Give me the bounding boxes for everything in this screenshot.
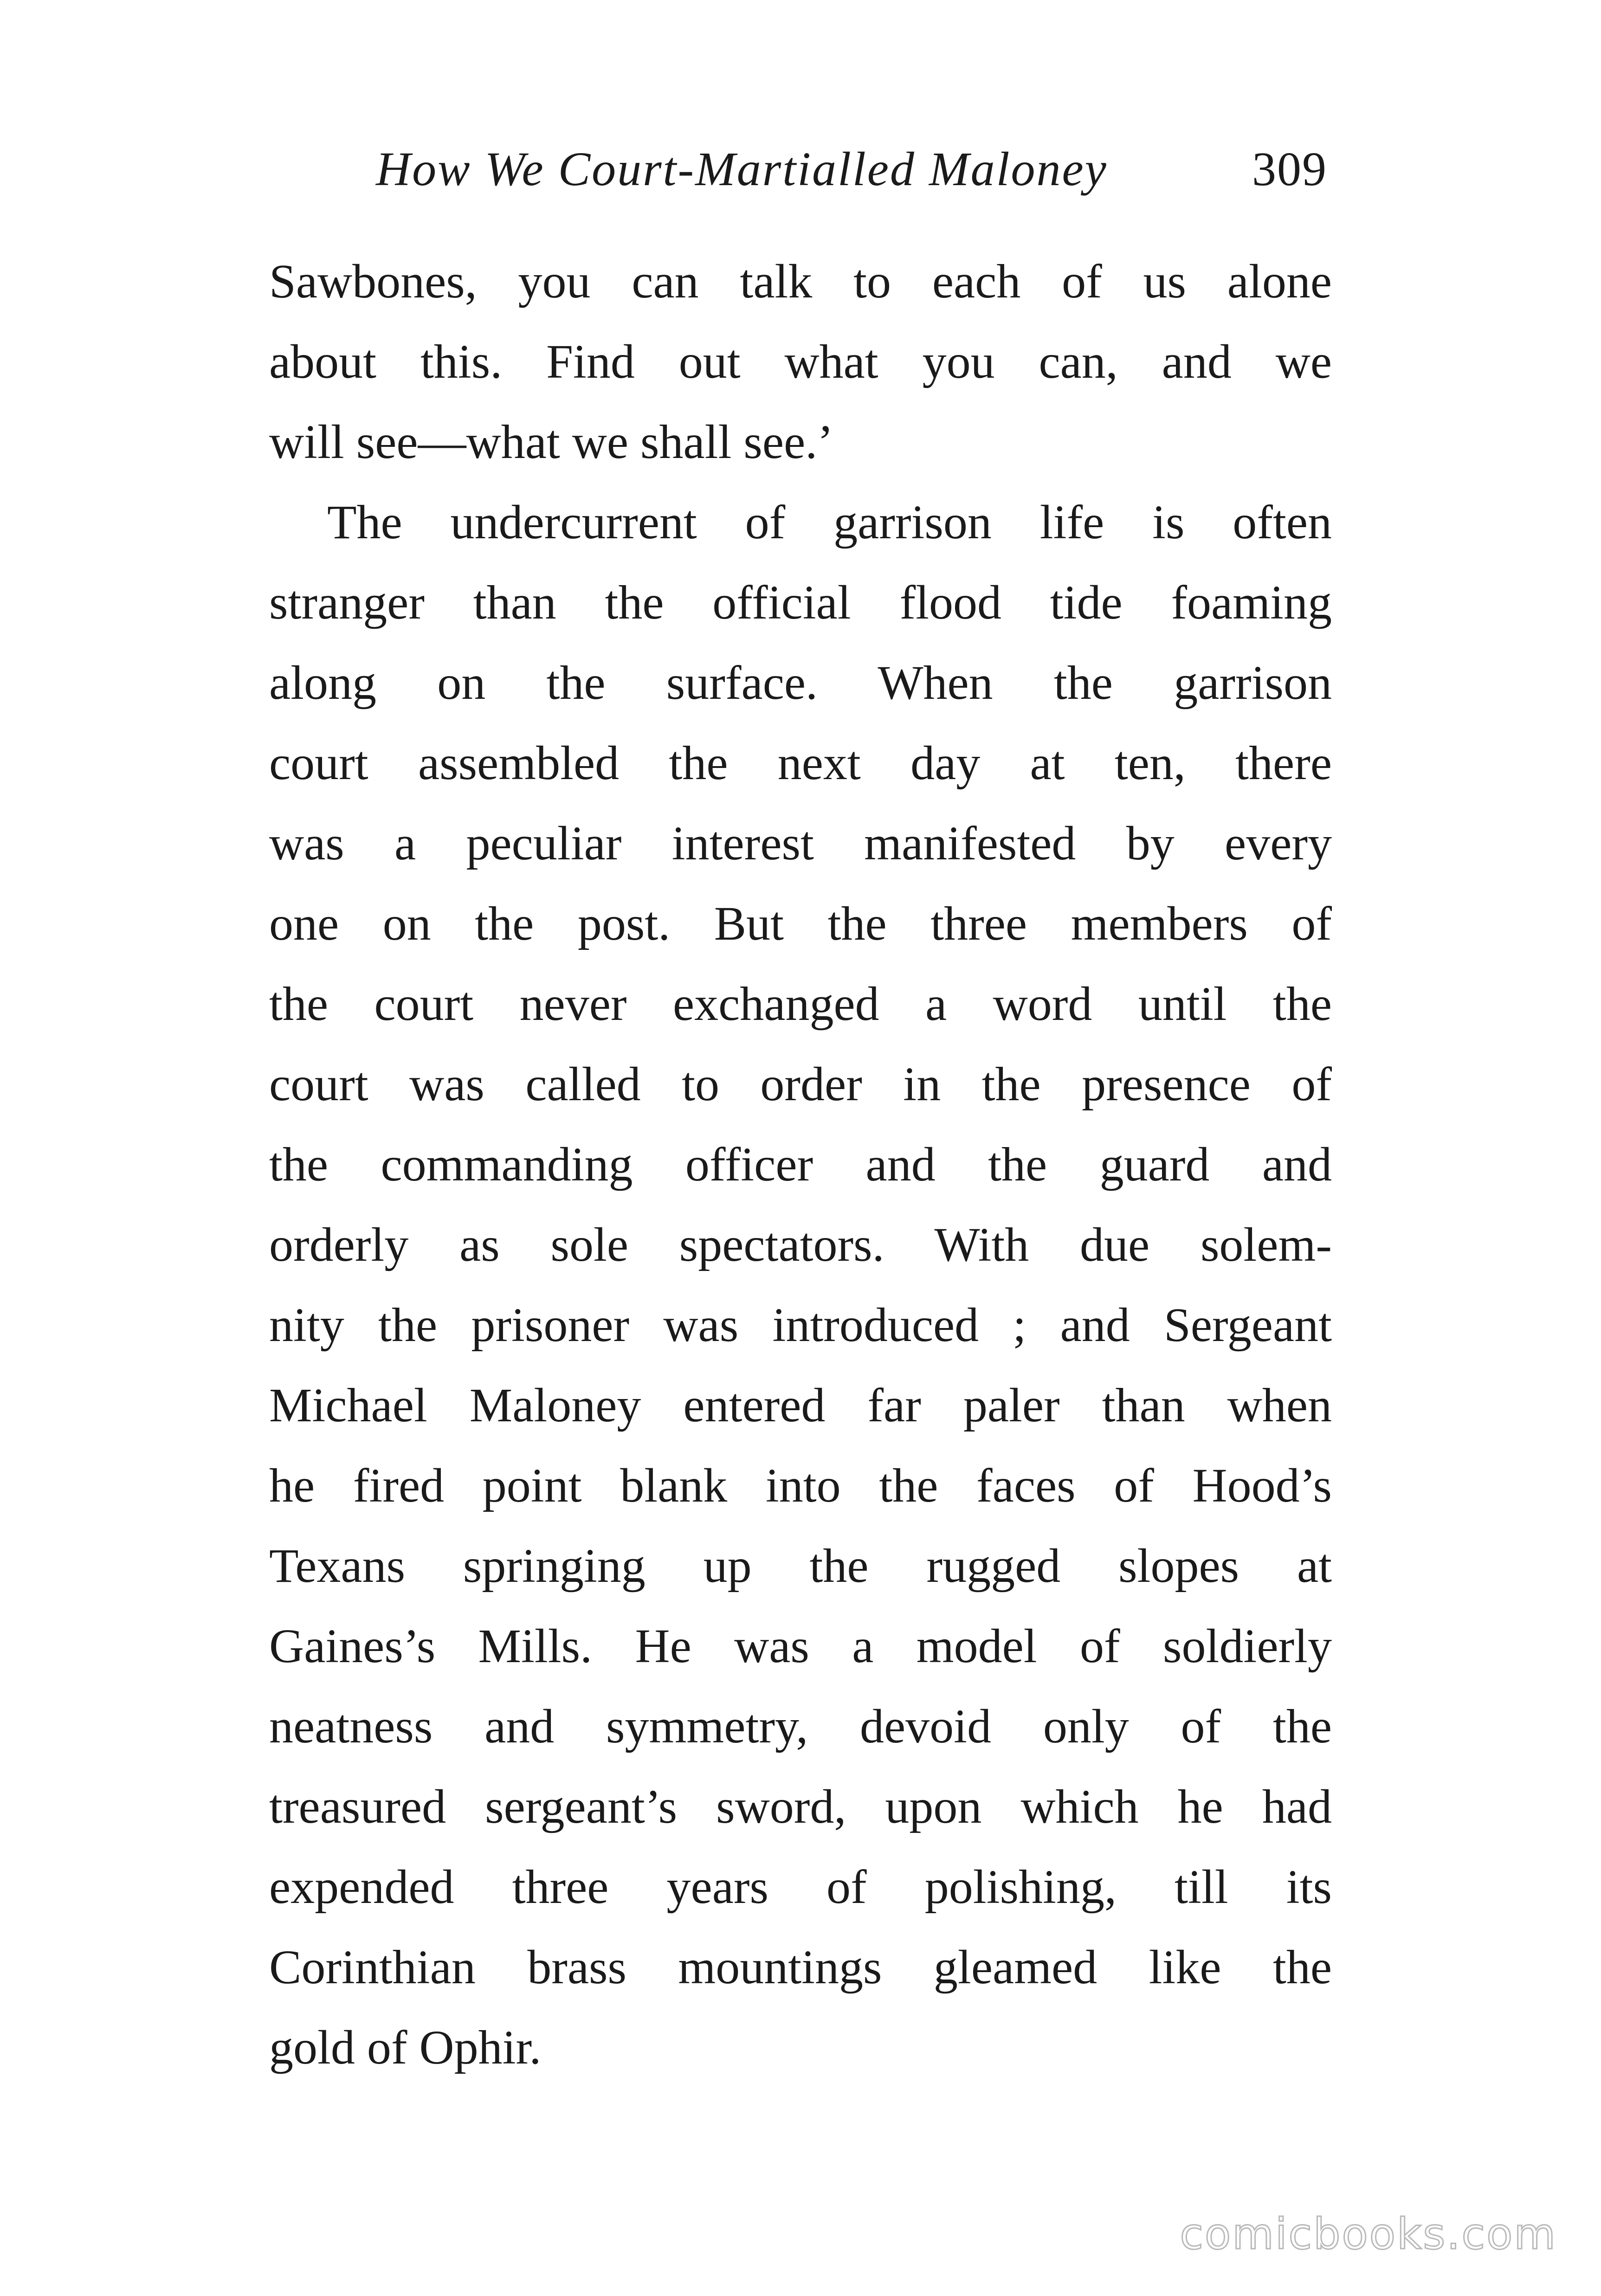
text-line: neatness and symmetry, devoid only of the bbox=[269, 1700, 1332, 1753]
text-line: expended three years of polishing, till its bbox=[269, 1860, 1332, 1914]
text-line: he fired point blank into the faces of Hood’s bbox=[269, 1459, 1332, 1512]
text-line: Gaines’s Mills. He was a model of soldierly bbox=[269, 1619, 1332, 1673]
paragraph-1 bbox=[269, 241, 1332, 482]
watermark: comicbooks.com bbox=[1180, 2209, 1557, 2259]
text-line: was a peculiar interest manifested by every bbox=[269, 817, 1332, 870]
text-line: The undercurrent of garrison life is often bbox=[327, 496, 1332, 549]
text-line: Texans springing up the rugged slopes at bbox=[269, 1539, 1332, 1593]
text-line: the commanding officer and the guard and bbox=[269, 1138, 1332, 1191]
text-line: court was called to order in the presence of bbox=[269, 1058, 1332, 1111]
running-title: How We Court-Martialled Maloney bbox=[376, 142, 1108, 196]
text-line: Michael Maloney entered far paler than when bbox=[269, 1379, 1332, 1432]
text-line: will see—what we shall see.’ bbox=[269, 415, 833, 469]
text-line: gold of Ophir. bbox=[269, 2021, 542, 2074]
body-text bbox=[269, 241, 1332, 2088]
text-line: treasured sergeant’s sword, upon which he had bbox=[269, 1780, 1332, 1833]
text-line: along on the surface. When the garrison bbox=[269, 656, 1332, 709]
text-line: the court never exchanged a word until the bbox=[269, 977, 1332, 1031]
page-number: 309 bbox=[1252, 142, 1327, 196]
text-line: about this. Find out what you can, and we bbox=[269, 335, 1332, 388]
text-line: orderly as sole spectators. With due solem- bbox=[269, 1218, 1332, 1271]
text-line: Sawbones, you can talk to each of us alone bbox=[269, 255, 1332, 308]
text-line: nity the prisoner was introduced ; and Sergeant bbox=[269, 1298, 1332, 1352]
running-head bbox=[376, 135, 1327, 204]
text-line: Corinthian brass mountings gleamed like the bbox=[269, 1941, 1332, 1994]
text-line: court assembled the next day at ten, there bbox=[269, 736, 1332, 790]
paragraph-2 bbox=[269, 482, 1332, 2088]
text-line: stranger than the official flood tide foaming bbox=[269, 576, 1332, 629]
text-line: one on the post. But the three members of bbox=[269, 897, 1332, 950]
